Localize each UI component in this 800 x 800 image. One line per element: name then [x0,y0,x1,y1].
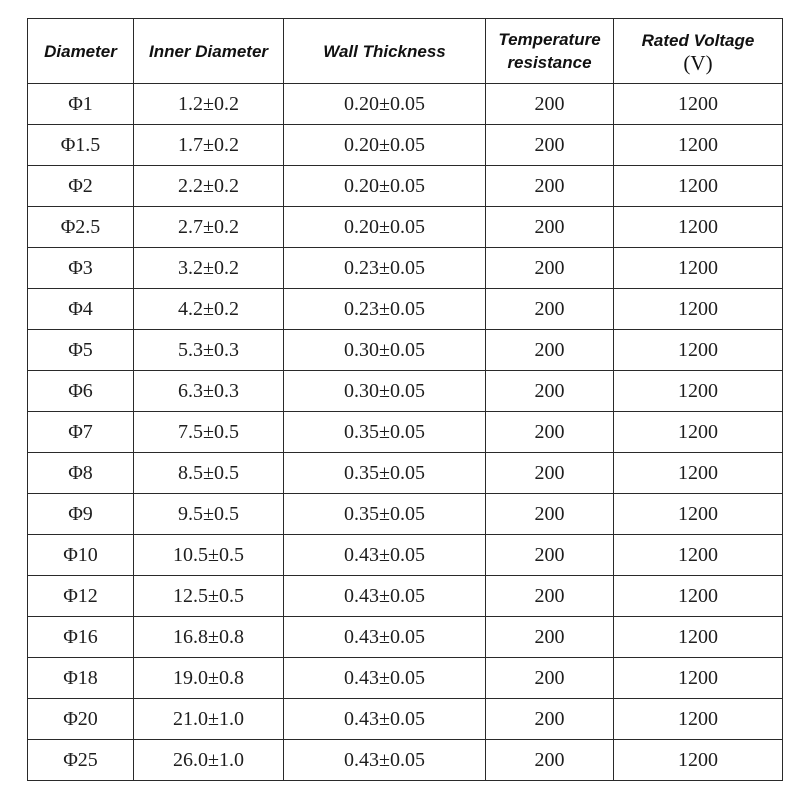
cell-temperature: 200 [486,576,614,617]
cell-inner-diameter: 19.0±0.8 [134,658,284,699]
cell-diameter: Φ16 [28,617,134,658]
cell-temperature: 200 [486,617,614,658]
cell-diameter: Φ9 [28,494,134,535]
cell-temperature: 200 [486,412,614,453]
cell-temperature: 200 [486,371,614,412]
header-rated-voltage [614,19,783,84]
cell-diameter: Φ2.5 [28,207,134,248]
cell-voltage: 1200 [614,740,783,781]
cell-diameter: Φ25 [28,740,134,781]
cell-wall-thickness: 0.30±0.05 [284,371,486,412]
cell-temperature: 200 [486,289,614,330]
cell-wall-thickness: 0.20±0.05 [284,207,486,248]
cell-voltage: 1200 [614,207,783,248]
table-row [28,494,783,535]
cell-temperature: 200 [486,658,614,699]
cell-voltage: 1200 [614,494,783,535]
cell-voltage: 1200 [614,371,783,412]
cell-inner-diameter: 7.5±0.5 [134,412,284,453]
cell-inner-diameter: 26.0±1.0 [134,740,284,781]
cell-diameter: Φ10 [28,535,134,576]
table-row [28,330,783,371]
cell-voltage: 1200 [614,576,783,617]
cell-voltage: 1200 [614,535,783,576]
cell-inner-diameter: 3.2±0.2 [134,248,284,289]
table-row [28,617,783,658]
header-diameter: Diameter [28,19,134,84]
cell-inner-diameter: 6.3±0.3 [134,371,284,412]
cell-wall-thickness: 0.20±0.05 [284,125,486,166]
cell-diameter: Φ5 [28,330,134,371]
cell-voltage: 1200 [614,125,783,166]
cell-temperature: 200 [486,740,614,781]
cell-wall-thickness: 0.23±0.05 [284,289,486,330]
header-voltage-line1: Rated Voltage [641,30,755,50]
header-temperature-line2: resistance [507,53,592,72]
header-temperature-line1: Temperature [498,30,601,49]
header-temperature-resistance [486,19,614,84]
cell-temperature: 200 [486,330,614,371]
cell-inner-diameter: 12.5±0.5 [134,576,284,617]
cell-voltage: 1200 [614,330,783,371]
table-row [28,576,783,617]
cell-diameter: Φ12 [28,576,134,617]
cell-temperature: 200 [486,125,614,166]
cell-wall-thickness: 0.43±0.05 [284,535,486,576]
table-body [28,84,783,781]
spec-table [27,18,783,781]
cell-voltage: 1200 [614,248,783,289]
cell-wall-thickness: 0.43±0.05 [284,576,486,617]
table-row [28,535,783,576]
cell-voltage: 1200 [614,617,783,658]
cell-diameter: Φ1.5 [28,125,134,166]
cell-inner-diameter: 2.7±0.2 [134,207,284,248]
cell-temperature: 200 [486,535,614,576]
cell-wall-thickness: 0.20±0.05 [284,84,486,125]
cell-wall-thickness: 0.35±0.05 [284,453,486,494]
cell-wall-thickness: 0.20±0.05 [284,166,486,207]
cell-wall-thickness: 0.43±0.05 [284,740,486,781]
cell-diameter: Φ8 [28,453,134,494]
cell-voltage: 1200 [614,289,783,330]
cell-inner-diameter: 2.2±0.2 [134,166,284,207]
cell-inner-diameter: 16.8±0.8 [134,617,284,658]
table-header [28,19,783,84]
cell-wall-thickness: 0.43±0.05 [284,699,486,740]
cell-temperature: 200 [486,699,614,740]
cell-inner-diameter: 1.7±0.2 [134,125,284,166]
header-inner-diameter: Inner Diameter [134,19,284,84]
table-row [28,453,783,494]
cell-temperature: 200 [486,166,614,207]
cell-diameter: Φ18 [28,658,134,699]
table-row [28,125,783,166]
cell-temperature: 200 [486,248,614,289]
table-row [28,84,783,125]
cell-diameter: Φ20 [28,699,134,740]
cell-diameter: Φ4 [28,289,134,330]
cell-inner-diameter: 21.0±1.0 [134,699,284,740]
table-row [28,699,783,740]
header-voltage-unit: (V) [683,50,713,75]
cell-voltage: 1200 [614,699,783,740]
header-wall-thickness: Wall Thickness [284,19,486,84]
table-row [28,412,783,453]
cell-inner-diameter: 4.2±0.2 [134,289,284,330]
header-row [28,19,783,84]
table-row [28,658,783,699]
cell-inner-diameter: 9.5±0.5 [134,494,284,535]
cell-wall-thickness: 0.35±0.05 [284,494,486,535]
cell-voltage: 1200 [614,658,783,699]
cell-wall-thickness: 0.30±0.05 [284,330,486,371]
cell-temperature: 200 [486,494,614,535]
cell-wall-thickness: 0.43±0.05 [284,658,486,699]
cell-voltage: 1200 [614,84,783,125]
table-row [28,166,783,207]
cell-wall-thickness: 0.35±0.05 [284,412,486,453]
cell-diameter: Φ7 [28,412,134,453]
cell-diameter: Φ6 [28,371,134,412]
cell-diameter: Φ3 [28,248,134,289]
cell-wall-thickness: 0.23±0.05 [284,248,486,289]
cell-temperature: 200 [486,453,614,494]
table-row [28,371,783,412]
cell-inner-diameter: 1.2±0.2 [134,84,284,125]
cell-temperature: 200 [486,84,614,125]
cell-voltage: 1200 [614,412,783,453]
cell-diameter: Φ2 [28,166,134,207]
cell-inner-diameter: 5.3±0.3 [134,330,284,371]
cell-wall-thickness: 0.43±0.05 [284,617,486,658]
cell-inner-diameter: 10.5±0.5 [134,535,284,576]
cell-diameter: Φ1 [28,84,134,125]
cell-temperature: 200 [486,207,614,248]
table-row [28,207,783,248]
table-row [28,740,783,781]
cell-voltage: 1200 [614,166,783,207]
cell-voltage: 1200 [614,453,783,494]
cell-inner-diameter: 8.5±0.5 [134,453,284,494]
table-row [28,248,783,289]
table-row [28,289,783,330]
